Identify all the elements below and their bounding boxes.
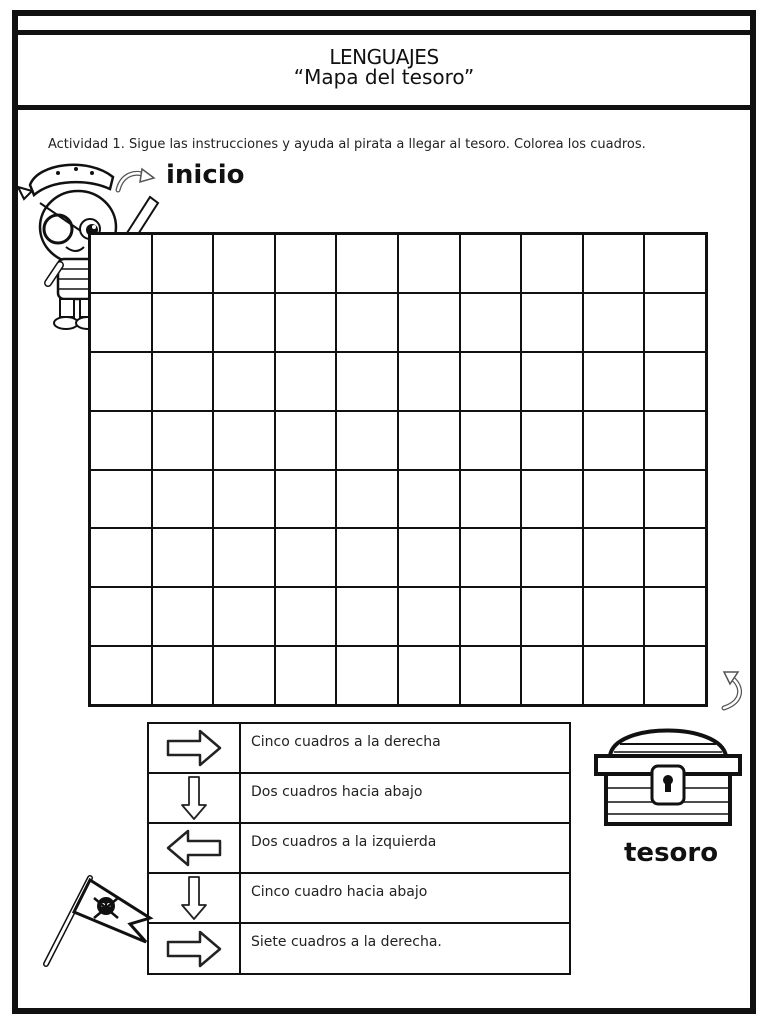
- grid-cell[interactable]: [152, 470, 214, 529]
- arrow-down-icon: [179, 875, 209, 921]
- grid-cell[interactable]: [90, 528, 152, 587]
- grid-cell[interactable]: [583, 293, 645, 352]
- grid-cell[interactable]: [336, 293, 398, 352]
- step-text: Dos cuadros a la izquierda: [251, 834, 437, 850]
- arrow-right-icon: [166, 930, 222, 968]
- grid-cell[interactable]: [644, 646, 706, 705]
- grid-cell[interactable]: [275, 470, 337, 529]
- treasure-chest-icon: [594, 714, 744, 828]
- grid-cell[interactable]: [90, 234, 152, 293]
- grid-cell[interactable]: [644, 470, 706, 529]
- grid-cell[interactable]: [90, 352, 152, 411]
- grid-cell[interactable]: [336, 234, 398, 293]
- pirate-flag-icon: [38, 872, 158, 972]
- grid-cell[interactable]: [336, 352, 398, 411]
- grid-cell[interactable]: [583, 528, 645, 587]
- step-row: [149, 924, 569, 974]
- grid-cell[interactable]: [644, 293, 706, 352]
- grid-cell[interactable]: [521, 587, 583, 646]
- step-text: Cinco cuadro hacia abajo: [251, 884, 428, 900]
- grid-cell[interactable]: [213, 528, 275, 587]
- grid-cell[interactable]: [275, 646, 337, 705]
- grid-cell[interactable]: [644, 234, 706, 293]
- steps-table: [147, 722, 571, 975]
- grid-cell[interactable]: [460, 646, 522, 705]
- grid-cell[interactable]: [583, 470, 645, 529]
- start-label: inicio: [166, 160, 245, 190]
- grid-cell[interactable]: [583, 411, 645, 470]
- grid-cell[interactable]: [213, 411, 275, 470]
- grid-cell[interactable]: [398, 411, 460, 470]
- grid-cell[interactable]: [644, 587, 706, 646]
- step-row: [149, 824, 569, 874]
- activity-instructions: Actividad 1. Sigue las instrucciones y ayuda al pirata a llegar al tesoro. Colorea los cuadros.: [48, 137, 646, 152]
- grid-cell[interactable]: [521, 293, 583, 352]
- grid-cell[interactable]: [460, 587, 522, 646]
- grid-cell[interactable]: [336, 587, 398, 646]
- grid-cell[interactable]: [152, 352, 214, 411]
- grid-cell[interactable]: [521, 411, 583, 470]
- step-row: [149, 724, 569, 774]
- grid-cell[interactable]: [644, 411, 706, 470]
- grid-cell[interactable]: [275, 587, 337, 646]
- grid-cell[interactable]: [521, 234, 583, 293]
- grid-cell[interactable]: [213, 646, 275, 705]
- grid-cell[interactable]: [398, 528, 460, 587]
- grid-cell[interactable]: [583, 234, 645, 293]
- arrow-down-icon: [179, 775, 209, 821]
- grid-cell[interactable]: [152, 528, 214, 587]
- grid-cell[interactable]: [583, 587, 645, 646]
- grid-cell[interactable]: [460, 352, 522, 411]
- step-icon-cell: [149, 824, 241, 872]
- grid-cell[interactable]: [152, 411, 214, 470]
- grid-cell[interactable]: [90, 646, 152, 705]
- grid-cell[interactable]: [398, 352, 460, 411]
- step-text: Dos cuadros hacia abajo: [251, 784, 423, 800]
- grid-cell[interactable]: [460, 411, 522, 470]
- grid-cell[interactable]: [90, 293, 152, 352]
- step-row: [149, 874, 569, 924]
- grid-cell[interactable]: [644, 528, 706, 587]
- page-title: LENGUAJES: [329, 45, 439, 69]
- grid-cell[interactable]: [275, 293, 337, 352]
- grid-cell[interactable]: [398, 646, 460, 705]
- page-subtitle: “Mapa del tesoro”: [293, 65, 475, 89]
- grid-cell[interactable]: [521, 352, 583, 411]
- grid-cell[interactable]: [336, 411, 398, 470]
- grid-cell[interactable]: [398, 293, 460, 352]
- grid-cell[interactable]: [152, 646, 214, 705]
- grid-cell[interactable]: [398, 470, 460, 529]
- end-curved-arrow-icon: [714, 668, 750, 714]
- arrow-right-icon: [166, 729, 222, 767]
- grid-cell[interactable]: [213, 352, 275, 411]
- grid-cell[interactable]: [336, 646, 398, 705]
- grid-cell[interactable]: [336, 470, 398, 529]
- grid-cell[interactable]: [275, 234, 337, 293]
- grid-cell[interactable]: [583, 352, 645, 411]
- step-icon-cell: [149, 774, 241, 822]
- grid-cell[interactable]: [213, 470, 275, 529]
- step-row: [149, 774, 569, 824]
- grid-cell[interactable]: [398, 234, 460, 293]
- grid-cell[interactable]: [460, 293, 522, 352]
- step-icon-cell: [149, 924, 241, 974]
- grid-cell[interactable]: [213, 293, 275, 352]
- grid-cell[interactable]: [90, 587, 152, 646]
- treasure-grid: [88, 232, 708, 707]
- grid-cell[interactable]: [275, 528, 337, 587]
- grid-cell[interactable]: [460, 528, 522, 587]
- grid-cell[interactable]: [213, 587, 275, 646]
- grid-cell[interactable]: [90, 470, 152, 529]
- grid-cell[interactable]: [521, 470, 583, 529]
- grid-cell[interactable]: [583, 646, 645, 705]
- step-icon-cell: [149, 724, 241, 772]
- grid-cell[interactable]: [460, 234, 522, 293]
- arrow-left-icon: [166, 829, 222, 867]
- grid-cell[interactable]: [521, 646, 583, 705]
- grid-cell[interactable]: [460, 470, 522, 529]
- step-text: Cinco cuadros a la derecha: [251, 734, 441, 750]
- grid-cell[interactable]: [336, 528, 398, 587]
- grid-cell[interactable]: [275, 352, 337, 411]
- grid-cell[interactable]: [275, 411, 337, 470]
- grid-cell[interactable]: [152, 587, 214, 646]
- treasure-label: tesoro: [624, 838, 719, 868]
- grid-cell[interactable]: [90, 411, 152, 470]
- step-icon-cell: [149, 874, 241, 922]
- grid-cell[interactable]: [398, 587, 460, 646]
- grid-cell[interactable]: [213, 234, 275, 293]
- step-text: Siete cuadros a la derecha.: [251, 934, 442, 950]
- grid-cell[interactable]: [152, 293, 214, 352]
- grid-cell[interactable]: [521, 528, 583, 587]
- grid-cell[interactable]: [644, 352, 706, 411]
- grid-cell[interactable]: [152, 234, 214, 293]
